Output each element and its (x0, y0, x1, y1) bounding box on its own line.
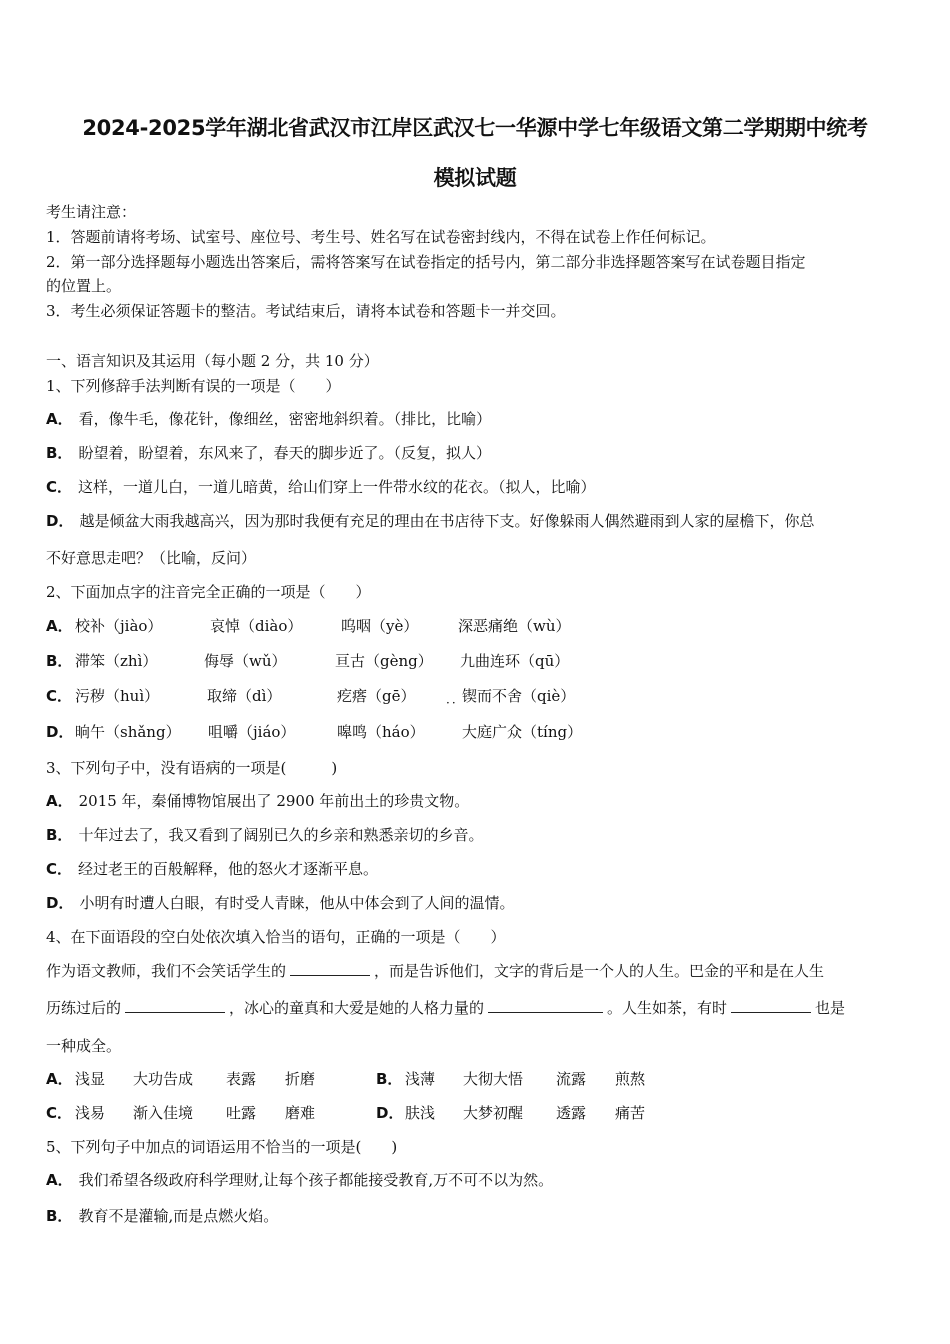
q4-word: 浅显 (75, 1070, 106, 1088)
q4-passage-line (46, 998, 845, 1018)
q2-item: 亘古（gèng） (335, 652, 433, 670)
notice-item: 2．第一部分选择题每小题选出答案后，需将答案写在试卷指定的括号内，第二部分非选择题答案写在试卷题目指定 (46, 253, 806, 271)
q1-option-d-continuation: 不好意思走吧？（比喻，反问） (46, 549, 257, 567)
option-text: 经过老王的百般解释，他的怒火才逐渐平息。 (78, 860, 379, 878)
q3-option-b (46, 825, 483, 845)
option-label: C． (46, 1104, 73, 1122)
q4-word: 肤浅 (405, 1104, 436, 1122)
option-text: 这样，一道儿白，一道儿暗黄，给山们穿上一件带水纹的花衣。（拟人，比喻） (78, 478, 596, 496)
option-label: C． (46, 860, 73, 878)
q4-option-c (46, 1103, 78, 1123)
option-label: B． (46, 652, 73, 670)
q4-option-a (46, 1069, 79, 1089)
option-text: 我们希望各级政府科学理财,让每个孩子都能接受教育,万不可不以为然。 (78, 1171, 554, 1189)
page-title-line2: 模拟试题 (433, 166, 517, 190)
option-label: B． (46, 826, 73, 844)
notice-item: 1．答题前请将考场、试室号、座位号、考生号、姓名写在试卷密封线内，不得在试卷上作任何标记。 (46, 228, 716, 246)
option-label: A． (46, 617, 73, 635)
q4-word: 煎熬 (615, 1070, 646, 1088)
option-text: 2015 年，秦俑博物馆展出了 2900 年前出土的珍贵文物。 (78, 792, 470, 810)
q4-word: 表露 (226, 1070, 257, 1088)
passage-text: ，而是告诉他们，文字的背后是一个人的人生。巴金的平和是在人生 (374, 962, 825, 980)
q2-item: 校补（jiào） (75, 617, 163, 635)
q2-item: 呜咽（yè） (341, 617, 419, 635)
passage-text: 也是 (815, 999, 846, 1017)
option-label: A． (46, 410, 73, 428)
answer-blank (488, 998, 603, 1013)
option-text: 小明有时遭人白眼，有时受人青睐，他从中体会到了人间的温情。 (79, 894, 515, 912)
q4-word: 浅薄 (405, 1070, 436, 1088)
notice-item: 3．考生必须保证答题卡的整洁。考试结束后，请将本试卷和答题卡一并交回。 (46, 302, 566, 320)
q1-option-c (46, 477, 596, 497)
option-label: D． (376, 1104, 404, 1122)
q4-word: 吐露 (226, 1104, 257, 1122)
option-label: D． (46, 723, 74, 741)
option-label: A． (46, 1070, 73, 1088)
q4-option-b (376, 1069, 408, 1089)
option-text: 看，像牛毛，像花针，像细丝，密密地斜织着。（排比，比喻） (78, 410, 492, 428)
q4-word: 流露 (556, 1070, 587, 1088)
q2-item: 嗥鸣（háo） (337, 723, 425, 741)
notice-heading: 考生请注意： (46, 203, 137, 221)
q2-item: 滞笨（zhì） (75, 652, 158, 670)
q2-item: 深恶痛绝（wù） (458, 617, 571, 635)
option-label: D． (46, 512, 74, 530)
q4-word: 折磨 (285, 1070, 316, 1088)
q4-passage-line: 一种成全。 (46, 1037, 122, 1055)
q4-word: 痛苦 (615, 1104, 646, 1122)
notice-item: 的位置上。 (46, 277, 122, 295)
q4-passage-line (46, 961, 824, 981)
option-label: B． (376, 1070, 403, 1088)
q2-option-c-label (46, 686, 78, 706)
page-title: 2024-2025学年湖北省武汉市江岸区武汉七一华源中学七年级语文第二学期期中统考 (82, 116, 868, 140)
question-2-stem: 2、下面加点字的注音完全正确的一项是（ ） (46, 583, 371, 601)
option-label: C． (46, 687, 73, 705)
option-label: A． (46, 1171, 73, 1189)
q2-item: 九曲连环（qū） (460, 652, 570, 670)
q2-item: 疙瘩（gē） (337, 687, 416, 705)
q2-item: 咀嚼（jiáo） (208, 723, 296, 741)
q1-option-a (46, 409, 491, 429)
option-label: B． (46, 444, 73, 462)
q2-option-b-label (46, 651, 78, 671)
q2-item: 污秽（huì） (75, 687, 160, 705)
option-text: 盼望着，盼望着，东风来了，春天的脚步近了。（反复，拟人） (78, 444, 491, 462)
q3-option-d (46, 893, 514, 913)
q4-word: 浅易 (75, 1104, 106, 1122)
q3-option-a (46, 791, 469, 811)
option-label: C． (46, 478, 73, 496)
q5-option-a (46, 1170, 553, 1190)
question-5-stem: 5、下列句子中加点的词语运用不恰当的一项是( ) (46, 1138, 398, 1156)
q4-word: 磨难 (285, 1104, 316, 1122)
passage-text: 。人生如茶，有时 (607, 999, 728, 1017)
q2-item: 取缔（dì） (207, 687, 282, 705)
q3-option-c (46, 859, 378, 879)
passage-text: ，冰心的童真和大爱是她的人格力量的 (229, 999, 485, 1017)
q2-item: 哀悼（diào） (210, 617, 303, 635)
q4-word: 大功告成 (133, 1070, 194, 1088)
section-heading: 一、语言知识及其运用（每小题 2 分，共 10 分） (46, 352, 379, 370)
q1-option-b (46, 443, 491, 463)
question-4-stem: 4、在下面语段的空白处依次填入恰当的语句，正确的一项是（ ） (46, 928, 506, 946)
option-text: 教育不是灌输,而是点燃火焰。 (78, 1207, 279, 1225)
q2-item: 大庭广众（tíng） (462, 723, 583, 741)
q1-option-d (46, 511, 814, 531)
option-label: D． (46, 894, 74, 912)
answer-blank (125, 998, 225, 1013)
question-3-stem: 3、下列句子中，没有语病的一项是( ) (46, 759, 338, 777)
q2-item: 晌午（shǎng） (75, 723, 181, 741)
q5-option-b (46, 1206, 278, 1226)
option-label: B． (46, 1207, 73, 1225)
passage-text: 作为语文教师，我们不会笑话学生的 (46, 962, 287, 980)
q2-option-a-label (46, 616, 79, 636)
q2-item: 侮辱（wǔ） (204, 652, 287, 670)
passage-text: 历练过后的 (46, 999, 122, 1017)
answer-blank (290, 961, 370, 976)
q2-item: 锲而不舍（qiè） (462, 687, 576, 705)
option-text: 十年过去了，我又看到了阔别已久的乡亲和熟悉亲切的乡音。 (78, 826, 484, 844)
q4-word: 透露 (556, 1104, 587, 1122)
option-label: A． (46, 792, 73, 810)
option-text: 越是倾盆大雨我越高兴，因为那时我便有充足的理由在书店待下支。好像躲雨人偶然避雨到人家的屋檐下，你总 (79, 512, 815, 530)
answer-blank (731, 998, 811, 1013)
emphasis-dots: ·· (446, 696, 458, 710)
q4-word: 渐入佳境 (133, 1104, 194, 1122)
q4-word: 大梦初醒 (463, 1104, 524, 1122)
q4-word: 大彻大悟 (463, 1070, 524, 1088)
question-1-stem: 1、下列修辞手法判断有误的一项是（ ） (46, 377, 341, 395)
